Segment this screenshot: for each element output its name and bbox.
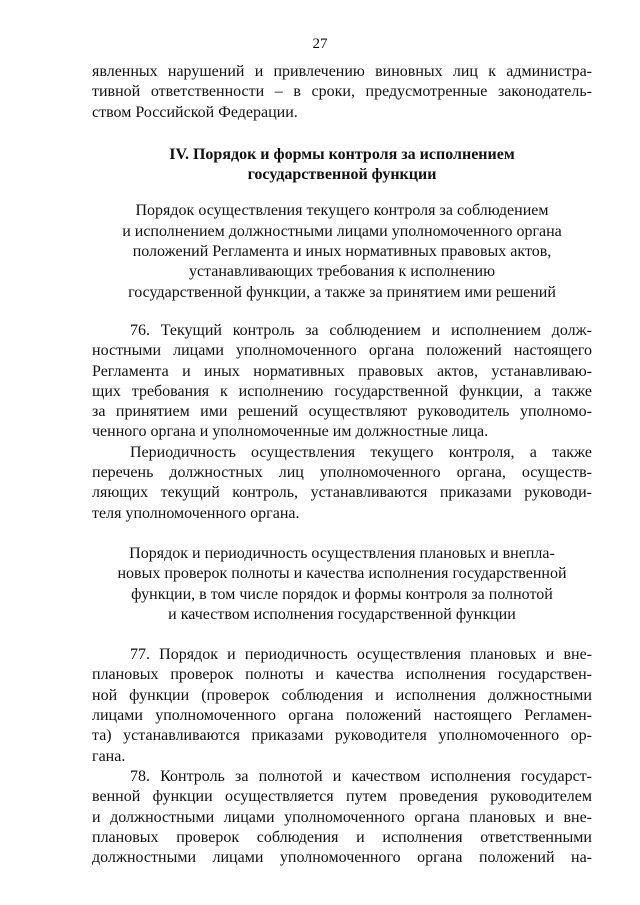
- text-line: Регламента и иных нормативных правовых актов, устанавливаю-: [92, 362, 592, 380]
- subheading-line: устанавливающих требования к исполнению: [188, 263, 496, 281]
- text-line: ляющих текущий контроль, устанавливаются приказами руководи-: [92, 484, 592, 502]
- text-line: 77. Порядок и периодичность осуществления плановых и вне-: [130, 646, 592, 664]
- subheading-line: функции, в том числе порядок и формы контроля за полнотой: [131, 585, 553, 603]
- text-line: лицами уполномоченного органа положений настоящего Регламен-: [92, 707, 592, 725]
- subheading-line: Порядок и периодичность осуществления плановых и внепла-: [129, 544, 555, 562]
- text-line: ством Российской Федерации.: [92, 103, 298, 121]
- paragraph-76: [92, 321, 592, 443]
- section-heading: [92, 145, 592, 186]
- heading-line: IV. Порядок и формы контроля за исполнением: [169, 145, 515, 163]
- subsection-heading-planned-checks: [92, 544, 592, 625]
- paragraph-77: [92, 645, 592, 767]
- continuation-paragraph: [92, 62, 592, 123]
- paragraph-78: [92, 767, 592, 868]
- text-line: и должностными лицами уполномоченного органа плановых и вне-: [92, 808, 592, 826]
- text-line: ностными лицами уполномоченного органа положений настоящего: [92, 342, 592, 360]
- page-number: 27: [312, 36, 328, 52]
- text-line: за принятием ими решений осуществляют руководитель уполномо-: [92, 403, 592, 421]
- text-line: перечень должностных лиц уполномоченного органа, осуществ-: [92, 464, 592, 482]
- text-line: щих требования к исполнению государственной функции, а также: [92, 382, 592, 400]
- text-line: плановых проверок полноты и качества исполнения государствен-: [92, 666, 592, 684]
- text-line: гана.: [92, 747, 126, 765]
- text-line: тивной ответственности – в сроки, предусмотренные законодатель-: [92, 83, 592, 101]
- subheading-line: новых проверок полноты и качества исполнения государственной: [117, 565, 567, 583]
- subheading-line: и исполнением должностными лицами уполномоченного органа: [122, 222, 562, 240]
- text-line: 76. Текущий контроль за соблюдением и исполнением долж-: [130, 321, 592, 339]
- text-line: ченного органа и уполномоченные им должностные лица.: [92, 423, 489, 441]
- text-line: ной функции (проверок соблюдения и исполнения должностными: [92, 686, 592, 704]
- text-line: венной функции осуществляется путем проведения руководителем: [92, 788, 592, 806]
- subsection-heading-current-control: [92, 201, 592, 302]
- text-line: должностными лицами уполномоченного органа положений на-: [92, 849, 592, 867]
- subheading-line: положений Регламента и иных нормативных правовых актов,: [132, 243, 552, 261]
- text-line: теля уполномоченного органа.: [92, 504, 300, 522]
- subheading-line: Порядок осуществления текущего контроля за соблюдением: [135, 202, 549, 220]
- subheading-line: государственной функции, а также за принятием ими решений: [128, 283, 556, 301]
- text-line: 78. Контроль за полнотой и качеством исполнения государст-: [130, 767, 592, 785]
- paragraph-periodicity: [92, 443, 592, 524]
- text-line: плановых проверок соблюдения и исполнения ответственными: [92, 828, 592, 846]
- subheading-line: и качеством исполнения государственной функции: [168, 605, 516, 623]
- text-line: явленных нарушений и привлечению виновных лиц к администра-: [92, 63, 592, 80]
- heading-line: государственной функции: [247, 166, 437, 184]
- text-line: Периодичность осуществления текущего контроля, а также: [130, 443, 592, 461]
- text-line: та) устанавливаются приказами руководителя уполномоченного ор-: [92, 727, 592, 745]
- document-body: [92, 62, 592, 868]
